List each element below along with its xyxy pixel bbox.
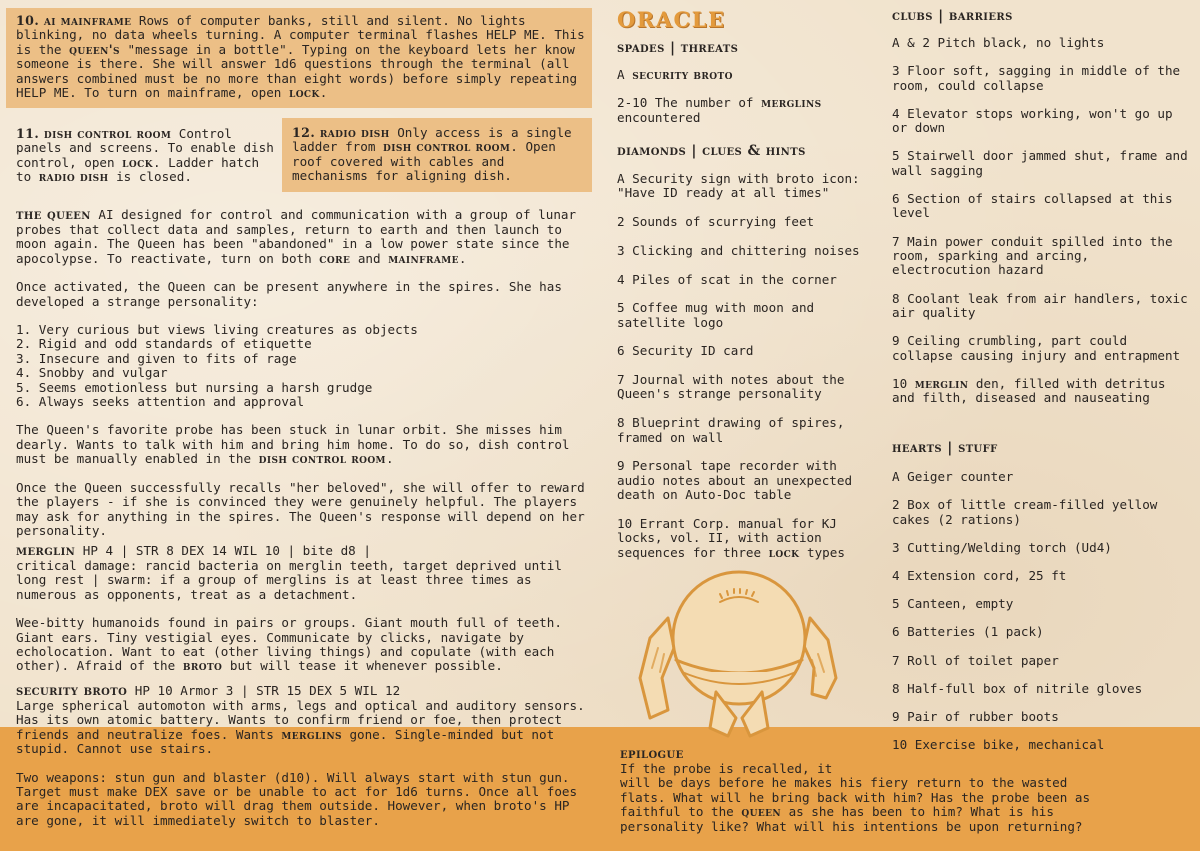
- queen-heading: the queen: [16, 207, 91, 223]
- dish-control-room-keyword: dish control room: [383, 139, 511, 155]
- merglin-heading: merglin: [16, 543, 76, 559]
- epilogue-text-end: as she has been to him? What is his personality like? What will his intentions be upon returning?: [620, 804, 1083, 834]
- trait-item: 3. Insecure and given to fits of rage: [16, 350, 297, 366]
- heart-item: 8 Half-full box of nitrile gloves: [892, 680, 1143, 696]
- dish-control-section: [16, 127, 274, 185]
- spades-heading: spades | threats: [617, 40, 739, 56]
- diamonds-heading: diamonds | clues & hints: [617, 143, 806, 159]
- trait-item: 6. Always seeks attention and approval: [16, 394, 305, 410]
- queen-intro: [16, 207, 592, 266]
- spades-section: [617, 40, 879, 125]
- club-item: 5 Stairwell door jammed shut, frame and wall sagging: [892, 148, 1188, 178]
- radio-dish-keyword: radio dish: [38, 169, 109, 185]
- heart-item: 10 Exercise bike, mechanical: [892, 737, 1105, 753]
- hearts-heading: hearts | stuff: [892, 440, 998, 456]
- queen-p2: Once activated, the Queen can be present anywhere in the spires. She has developed a strange personality:: [16, 279, 562, 309]
- queen-p4: Once the Queen successfully recalls "her beloved", she will offer to reward the players - if she is convinced they were genuinely helpful. The players may ask for anything in the spires. The Queen's response will depend on her personality.: [16, 479, 585, 538]
- diamond-last-end: types: [807, 544, 845, 560]
- and-text: and: [357, 250, 381, 266]
- mainframe-section: [16, 14, 586, 100]
- dish-control-text: Control panels and screens. To enable dish control, open: [16, 126, 274, 170]
- trait-item: 4. Snobby and vulgar: [16, 365, 168, 381]
- diamond-item: 9 Personal tape recorder with audio notes about an unexpected death on Auto-Doc table: [617, 458, 853, 503]
- radio-dish-text: Only access is a single ladder from: [292, 125, 572, 155]
- merglin-section: [16, 543, 592, 674]
- epilogue-section: [620, 746, 1110, 834]
- club-item: 4 Elevator stops working, won't go up or down: [892, 105, 1173, 136]
- heart-item: 7 Roll of toilet paper: [892, 652, 1059, 668]
- diamond-item: 8 Blueprint drawing of spires, framed on wall: [617, 415, 845, 445]
- broto-weapons: Two weapons: stun gun and blaster (d10). Will always start with stun gun. Target must make DEX save or be unable to act for 1d6 turns. Once all foes are incapacitated, broto will drag them outside. However, when broto's HP are gone, it will immediately switch to blaster.: [16, 769, 578, 828]
- merglin-stats-line: [16, 543, 592, 559]
- clubs-section: [892, 8, 1192, 419]
- hearts-section: [892, 440, 1192, 766]
- core-keyword: core: [319, 250, 351, 266]
- item-prefix: A: [617, 67, 625, 82]
- broto-stats-line: [16, 683, 596, 699]
- heart-item: A Geiger counter: [892, 469, 1014, 484]
- spades-number-end: encountered: [617, 109, 701, 125]
- club-item: A & 2 Pitch black, no lights: [892, 35, 1105, 50]
- heart-item: 2 Box of little cream-filled yellow cakes (2 rations): [892, 497, 1158, 527]
- dish-control-end: is closed.: [116, 169, 192, 185]
- merglin-desc-text: Wee-bitty humanoids found in pairs or groups. Giant mouth full of teeth. Giant ears. Tiny vestigial eyes. Communicate by clicks, navigate by echolocation. Want to eat (other living things) and copulate (with each other). Afraid of the: [16, 615, 562, 674]
- club-item-last: [892, 377, 1192, 406]
- spades-item-a: [617, 68, 879, 82]
- merglins-keyword: merglins: [281, 726, 342, 742]
- diamond-item: 5 Coffee mug with moon and satellite logo: [617, 300, 815, 330]
- queen-p3: [16, 423, 592, 466]
- queen-keyword: queen: [741, 804, 781, 820]
- merglin-critical: critical damage: rancid bacteria on merglin teeth, target deprived until long rest | swarm: if a group of merglins is at least three times as numerous as opponents, treat as a detachment.: [16, 558, 562, 602]
- diamond-item: 3 Clicking and chittering noises: [617, 242, 860, 258]
- lock-keyword: lock: [122, 154, 153, 170]
- radio-dish-section: [292, 126, 586, 184]
- queen-intro-text: AI designed for control and communication with a group of lunar probes that collect data and samples, return to earth and then launch to moon again. The Queen has been "abandoned" in a low power state since the apocolypse. To reactivate, turn on both: [16, 207, 577, 266]
- queen-p3-text: The Queen's favorite probe has been stuck in lunar orbit. She misses him dearly. Wants to talk with him and bring him home. To do so, dish control must be manually enabled in the: [16, 422, 570, 467]
- club-last-text: den, filled with detritus and filth, diseased and nauseating: [892, 375, 1166, 406]
- broto-keyword: broto: [182, 658, 223, 674]
- diamond-item: 4 Piles of scat in the corner: [617, 271, 837, 287]
- heart-item: 3 Cutting/Welding torch (Ud4): [892, 539, 1112, 555]
- spades-item-number: [617, 96, 879, 125]
- trait-item: 2. Rigid and odd standards of etiquette: [16, 336, 312, 352]
- merglin-keyword: merglin: [914, 375, 969, 391]
- radio-dish-text-2: . Open roof covered with cables and mechanisms for aligning dish.: [292, 139, 556, 184]
- diamonds-section: [617, 143, 879, 574]
- period: .: [458, 250, 467, 266]
- epilogue-text-2: [620, 776, 1110, 834]
- clubs-heading: clubs | barriers: [892, 8, 1013, 24]
- item-prefix: 10: [892, 375, 908, 391]
- oracle-title: ORACLE: [617, 7, 726, 32]
- merglin-stats: HP 4 | STR 8 DEX 14 WIL 10 | bite d8 |: [82, 543, 371, 558]
- diamond-item: A Security sign with broto icon: "Have ID ready at all times": [617, 171, 860, 201]
- diamond-item-last: [617, 517, 879, 560]
- mainframe-text-2: "message in a bottle". Typing on the keyboard lets her know someone is there. She will answer 1d6 questions through the terminal (all answers combined must be no more than eight words) before simply repeating HELP ME. To turn on mainframe, open: [16, 41, 578, 101]
- broto-stats: HP 10 Armor 3 | STR 15 DEX 5 WIL 12: [134, 683, 401, 698]
- dish-control-text-2: . Ladder hatch to: [16, 154, 260, 185]
- period: .: [385, 451, 394, 467]
- club-item: 7 Main power conduit spilled into the room, sparking and arcing, electrocution hazard: [892, 233, 1173, 278]
- epilogue-text-body: will be days before he makes his fiery return to the wasted flats. What will he bring back with him? Has the probe been as faithful to the: [620, 775, 1091, 820]
- heart-item: 5 Canteen, empty: [892, 596, 1014, 612]
- merglin-desc-end: but will tease it whenever possible.: [229, 658, 503, 674]
- trait-item: 1. Very curious but views living creatures as objects: [16, 322, 418, 338]
- heart-item: 6 Batteries (1 pack): [892, 624, 1044, 640]
- security-broto-illustration: [628, 568, 850, 740]
- queens-keyword: queen's: [69, 41, 120, 57]
- spades-number-text: 2-10 The number of: [617, 95, 754, 111]
- heart-item: 4 Extension cord, 25 ft: [892, 568, 1067, 584]
- mainframe-heading: 10. ai mainframe: [16, 13, 132, 28]
- club-item: 9 Ceiling crumbling, part could collapse causing injury and entrapment: [892, 333, 1181, 363]
- epilogue-text-1: If the probe is recalled, it: [620, 761, 833, 776]
- broto-desc: [16, 699, 596, 757]
- mainframe-keyword: mainframe: [388, 250, 459, 266]
- broto-section: [16, 683, 596, 828]
- diamond-last-text: 10 Errant Corp. manual for KJ locks, vol. II, with action sequences for three: [617, 515, 837, 560]
- queen-traits-list: [16, 323, 592, 409]
- broto-desc-end: gone. Single-minded but not stupid. Cannot use stairs.: [16, 726, 555, 757]
- dish-control-room-keyword: dish control room: [258, 451, 386, 467]
- dish-control-heading: 11. dish control room: [16, 126, 172, 141]
- club-item: 3 Floor soft, sagging in middle of the room, could collapse: [892, 63, 1181, 93]
- merglins-keyword: merglins: [761, 95, 822, 111]
- heart-item: 9 Pair of rubber boots: [892, 709, 1059, 725]
- mainframe-text: Rows of computer banks, still and silent. No lights blinking, no data wheels turning. A computer terminal flashes HELP ME. This is the: [16, 13, 585, 57]
- diamond-item: 2 Sounds of scurrying feet: [617, 214, 815, 230]
- diamond-item: 6 Security ID card: [617, 343, 754, 359]
- queen-section: [16, 207, 592, 538]
- period: .: [319, 85, 328, 101]
- lock-keyword: lock: [768, 544, 800, 560]
- broto-desc-text: Large spherical automoton with arms, legs and optical and auditory sensors. Has its own atomic battery. Wants to confirm friend or foe, then protect friends and neutralize foes. Wants: [16, 698, 585, 742]
- broto-heading: security broto: [16, 683, 128, 699]
- epilogue-heading: epilogue: [620, 746, 684, 762]
- radio-dish-heading: 12. radio dish: [292, 125, 390, 140]
- security-broto-keyword: security broto: [632, 67, 733, 82]
- club-item: 8 Coolant leak from air handlers, toxic air quality: [892, 290, 1188, 321]
- trait-item: 5. Seems emotionless but nursing a harsh grudge: [16, 379, 373, 395]
- club-item: 6 Section of stairs collapsed at this level: [892, 191, 1173, 221]
- diamond-item: 7 Journal with notes about the Queen's strange personality: [617, 372, 845, 402]
- lock-keyword: lock: [288, 85, 320, 101]
- merglin-desc: [16, 616, 592, 674]
